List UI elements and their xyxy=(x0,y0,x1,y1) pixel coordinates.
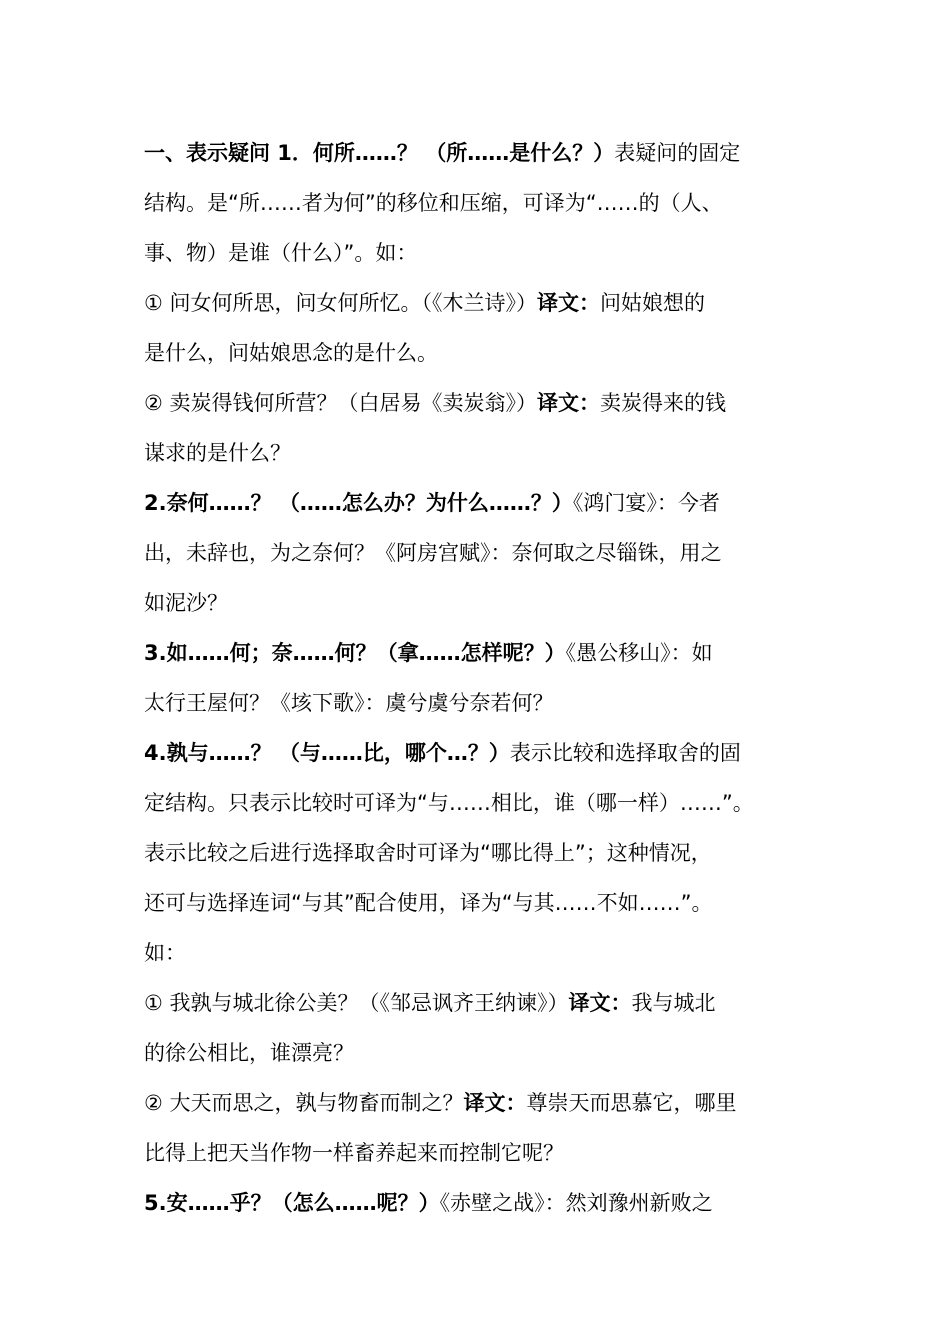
text-line-22 xyxy=(144,1178,824,1228)
text-run: 《愚公移山》：如 xyxy=(565,641,713,665)
text-run: 结构。是“所……者为何”的移位和压缩，可译为“……的（人、 xyxy=(144,191,723,215)
section-heading: 4.孰与……？ （与……比，哪个…？） xyxy=(144,741,510,765)
text-line-12 xyxy=(144,678,824,728)
section-heading: 3.如……何；奈……何？（拿……怎样呢？） xyxy=(144,641,566,665)
text-run: 尊崇天而思慕它，哪里 xyxy=(526,1091,737,1115)
text-run: ① 我孰与城北徐公美？（《邹忌讽齐王纳谏》） xyxy=(144,991,569,1015)
text-run: 我与城北 xyxy=(631,991,716,1015)
text-line-1 xyxy=(144,128,824,178)
text-line-8 xyxy=(144,478,824,528)
text-run: 表疑问的固定 xyxy=(614,141,741,165)
document-page xyxy=(144,128,824,1228)
text-run: 表示比较和选择取舍的固 xyxy=(509,741,741,765)
text-line-15 xyxy=(144,828,824,878)
text-run: 定结构。只表示比较时可译为“与……相比，谁（哪一样）……”。 xyxy=(144,791,754,815)
text-line-6 xyxy=(144,378,824,428)
text-line-13 xyxy=(144,728,824,778)
text-line-10 xyxy=(144,578,824,628)
text-run: 如： xyxy=(144,941,186,965)
text-run: 事、物）是谁（什么）”。如： xyxy=(144,241,418,265)
text-line-18 xyxy=(144,978,824,1028)
translation-label: 译文： xyxy=(537,391,600,415)
text-line-4 xyxy=(144,278,824,328)
text-line-11 xyxy=(144,628,824,678)
text-run: ① 问女何所思，问女何所忆。（《木兰诗》） xyxy=(144,291,537,315)
text-run: 问姑娘想的 xyxy=(600,291,705,315)
text-run: 是什么，问姑娘思念的是什么。 xyxy=(144,341,438,365)
text-line-14 xyxy=(144,778,824,828)
text-line-2 xyxy=(144,178,824,228)
translation-label: 译文： xyxy=(568,991,632,1015)
text-line-21 xyxy=(144,1128,824,1178)
text-run: 如泥沙？ xyxy=(144,591,228,615)
text-line-3 xyxy=(144,228,824,278)
text-run: 卖炭得来的钱 xyxy=(600,391,726,415)
text-line-19 xyxy=(144,1028,824,1078)
text-line-9 xyxy=(144,528,824,578)
text-line-16 xyxy=(144,878,824,928)
text-run: 《赤壁之战》：然刘豫州新败之 xyxy=(439,1191,713,1215)
text-run: ② 大天而思之，孰与物畜而制之？ xyxy=(144,1091,464,1115)
section-heading: 一、表示疑问 1．何所……？ （所……是什么？） xyxy=(144,141,615,165)
text-run: 还可与选择连词“与其”配合使用，译为“与其……不如……”。 xyxy=(144,891,713,915)
section-heading: 2.奈何……？ （……怎么办？为什么……？） xyxy=(144,491,573,515)
section-heading: 5.安……乎？（怎么……呢？） xyxy=(144,1191,440,1215)
text-run: 的徐公相比，谁漂亮？ xyxy=(144,1041,354,1065)
text-line-17 xyxy=(144,928,824,978)
text-line-5 xyxy=(144,328,824,378)
text-run: 出，未辞也，为之奈何？《阿房宫赋》：奈何取之尽锱铢，用之 xyxy=(144,541,722,565)
text-line-20 xyxy=(144,1078,824,1128)
text-run: 谋求的是什么？ xyxy=(144,441,291,465)
text-run: ② 卖炭得钱何所营？（白居易《卖炭翁》） xyxy=(144,391,537,415)
translation-label: 译文： xyxy=(537,291,600,315)
text-line-7 xyxy=(144,428,824,478)
translation-label: 译文： xyxy=(463,1091,527,1115)
text-run: 比得上把天当作物一样畜养起来而控制它呢？ xyxy=(144,1141,564,1165)
text-run: 表示比较之后进行选择取舍时可译为“哪比得上”；这种情况， xyxy=(144,841,712,865)
text-run: 《鸿门宴》：今者 xyxy=(572,491,720,515)
text-run: 太行王屋何？《垓下歌》：虞兮虞兮奈若何？ xyxy=(144,691,554,715)
